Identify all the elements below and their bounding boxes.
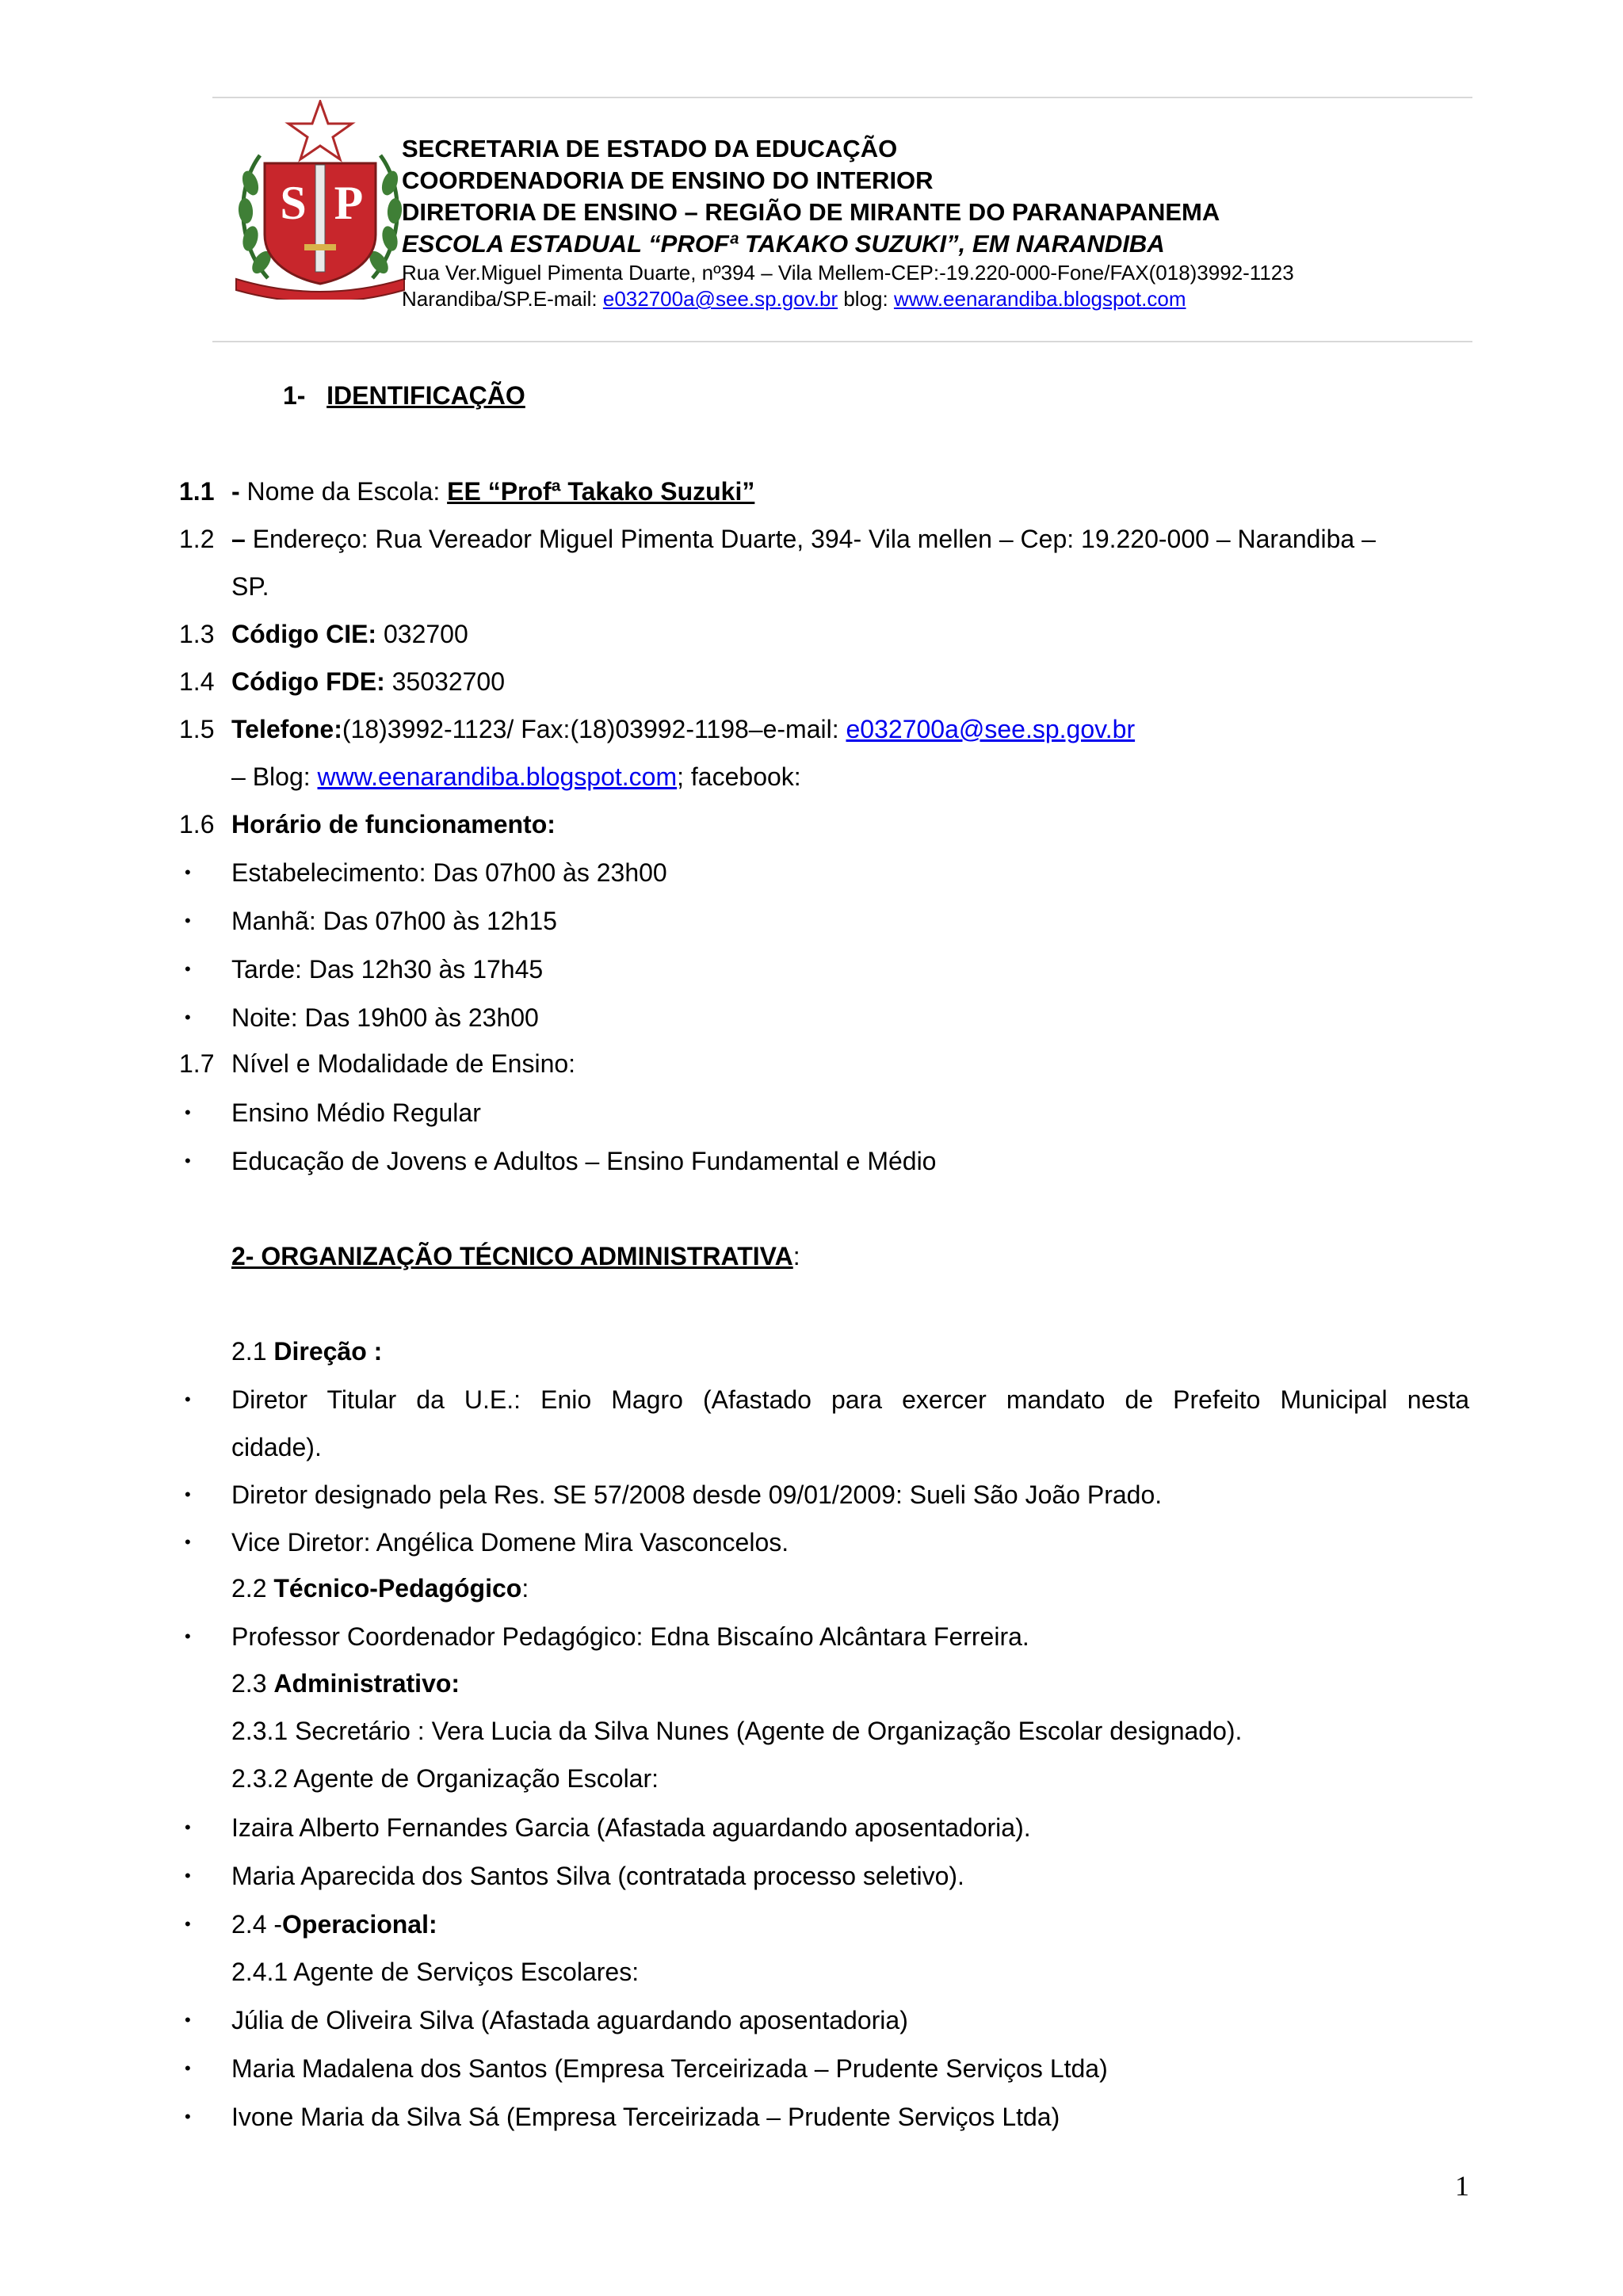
item-1-1-label: Nome da Escola: xyxy=(246,477,448,506)
hours-list-item: Tarde: Das 12h30 às 17h45 xyxy=(231,955,544,984)
header-contact xyxy=(402,286,1294,312)
bullet-icon: • xyxy=(185,1102,191,1122)
header-secretaria: SECRETARIA DE ESTADO DA EDUCAÇÃO xyxy=(402,135,898,162)
level-list-item: Educação de Jovens e Adultos – Ensino Fundamental e Médio xyxy=(231,1147,937,1175)
header-address: Rua Ver.Miguel Pimenta Duarte, nº394 – Vila Mellem-CEP:-19.220-000-Fone/FAX(018)3992-1123 xyxy=(402,261,1294,285)
services-agent-item: Ivone Maria da Silva Sá (Empresa Terceirizada – Prudente Serviços Ltda) xyxy=(231,2103,1060,2131)
item-1-2-number: 1.2 xyxy=(179,525,215,553)
item-1-7-label: Nível e Modalidade de Ensino: xyxy=(231,1049,576,1078)
item-1-4-number: 1.4 xyxy=(179,667,215,696)
item-1-6-label: Horário de funcionamento: xyxy=(231,810,556,839)
organization-agent-item: Izaira Alberto Fernandes Garcia (Afastada aguardando aposentadoria). xyxy=(231,1813,1031,1842)
item-1-6-number: 1.6 xyxy=(179,810,215,839)
services-agent-item: Maria Madalena dos Santos (Empresa Terceirizada – Prudente Serviços Ltda) xyxy=(231,2054,1108,2083)
level-list-item: Ensino Médio Regular xyxy=(231,1098,481,1127)
bullet-icon: • xyxy=(185,2010,191,2030)
hours-list-item: Manhã: Das 07h00 às 12h15 xyxy=(231,907,557,935)
section-1-title: IDENTIFICAÇÃO xyxy=(327,381,525,410)
bullet-icon: • xyxy=(185,2107,191,2126)
logo-letter-s: S xyxy=(280,177,307,229)
direction-label: Direção : xyxy=(273,1337,383,1366)
header-contact-label: Narandiba/SP.E-mail: xyxy=(402,287,603,311)
fde-code-value: 35032700 xyxy=(384,667,505,696)
director-titular: Diretor Titular da U.E.: Enio Magro (Afastado para exercer mandato de Prefeito Municipal nesta xyxy=(231,1385,1469,1414)
bullet-icon: • xyxy=(185,1484,191,1504)
item-2-3-heading xyxy=(231,1668,460,1699)
bullet-icon: • xyxy=(185,1817,191,1837)
secretary: 2.3.1 Secretário : Vera Lucia da Silva Nunes (Agente de Organização Escolar designado). xyxy=(231,1717,1243,1745)
blog-label: – Blog: xyxy=(231,762,318,791)
item-2-4-heading xyxy=(231,1908,437,1940)
header-email-link[interactable]: e032700a@see.sp.gov.br xyxy=(602,287,838,311)
item-1-5-number: 1.5 xyxy=(179,715,215,743)
item-1-5-continuation xyxy=(231,761,801,793)
section-1-number: 1- xyxy=(283,381,306,410)
header-escola: ESCOLA ESTADUAL “PROFª TAKAKO SUZUKI”, EM NARANDIBA xyxy=(402,230,1165,258)
item-2-2-heading xyxy=(231,1572,529,1604)
section-2-heading xyxy=(231,1240,800,1272)
section-2-title: 2- ORGANIZAÇÃO TÉCNICO ADMINISTRATIVA xyxy=(231,1242,793,1270)
item-1-2 xyxy=(231,523,1376,555)
item-1-1-dash: - xyxy=(231,477,247,506)
item-1-5 xyxy=(231,713,1135,745)
operational-label: Operacional: xyxy=(282,1910,437,1939)
organization-agent-item: Maria Aparecida dos Santos Silva (contratada processo seletivo). xyxy=(231,1862,964,1890)
bullet-icon: • xyxy=(185,2058,191,2078)
item-1-3-number: 1.3 xyxy=(179,620,215,648)
bullet-icon: • xyxy=(185,1007,191,1027)
item-2-3-number: 2.3 xyxy=(231,1669,274,1698)
hours-list-item: Noite: Das 19h00 às 23h00 xyxy=(231,1003,539,1032)
cie-code-value: 032700 xyxy=(376,620,468,648)
item-1-4 xyxy=(231,666,505,697)
technical-pedagogical-label: Técnico-Pedagógico xyxy=(273,1574,522,1603)
item-1-7-number: 1.7 xyxy=(179,1049,215,1078)
item-1-1-number: 1.1 xyxy=(179,477,215,506)
header-top-rule xyxy=(212,97,1472,98)
item-1-3 xyxy=(231,618,468,650)
item-2-2-colon: : xyxy=(521,1574,529,1603)
header-bottom-rule xyxy=(212,341,1472,342)
bullet-icon: • xyxy=(185,1151,191,1171)
school-name: EE “Profª Takako Suzuki” xyxy=(447,477,755,506)
header-diretoria: DIRETORIA DE ENSINO – REGIÃO DE MIRANTE DO PARANAPANEMA xyxy=(402,198,1220,226)
page-number: 1 xyxy=(1455,2170,1469,2202)
school-organization-agent-heading: 2.3.2 Agente de Organização Escolar: xyxy=(231,1764,659,1793)
bullet-icon: • xyxy=(185,1389,191,1409)
sao-paulo-coat-of-arms-logo xyxy=(228,100,412,300)
header-coordenadoria: COORDENADORIA DE ENSINO DO INTERIOR xyxy=(402,166,934,194)
director-titular-continuation: cidade). xyxy=(231,1433,322,1461)
hours-list-item: Estabelecimento: Das 07h00 às 23h00 xyxy=(231,858,667,887)
school-email-link[interactable]: e032700a@see.sp.gov.br xyxy=(846,715,1136,743)
item-2-1-heading xyxy=(231,1335,382,1367)
item-1-2-dash: – xyxy=(231,525,253,553)
director-designado: Diretor designado pela Res. SE 57/2008 desde 09/01/2009: Sueli São João Prado. xyxy=(231,1480,1163,1509)
services-agent-item: Júlia de Oliveira Silva (Afastada aguardando aposentadoria) xyxy=(231,2006,908,2034)
section-1-heading xyxy=(283,380,525,411)
administrative-label: Administrativo: xyxy=(273,1669,460,1698)
item-1-1 xyxy=(231,476,754,507)
bullet-icon: • xyxy=(185,862,191,882)
item-2-2-number: 2.2 xyxy=(231,1574,274,1603)
phone-label: Telefone: xyxy=(231,715,342,743)
bullet-icon: • xyxy=(185,1914,191,1934)
bullet-icon: • xyxy=(185,1532,191,1552)
header-blog-label: blog: xyxy=(838,287,894,311)
item-2-4-number: 2.4 - xyxy=(231,1910,283,1939)
bullet-icon: • xyxy=(185,911,191,930)
school-address: Endereço: Rua Vereador Miguel Pimenta Duarte, 394- Vila mellen – Cep: 19.220-000 – Narandiba – xyxy=(252,525,1376,553)
school-blog-link[interactable]: www.eenarandiba.blogspot.com xyxy=(317,762,678,791)
cie-code-label: Código CIE: xyxy=(231,620,377,648)
school-services-agent-heading: 2.4.1 Agente de Serviços Escolares: xyxy=(231,1958,640,1986)
vice-director: Vice Diretor: Angélica Domene Mira Vasconcelos. xyxy=(231,1528,789,1557)
letterhead xyxy=(402,133,1294,312)
bullet-icon: • xyxy=(185,1866,191,1885)
bullet-icon: • xyxy=(185,1626,191,1646)
item-1-2-continuation: SP. xyxy=(231,572,269,601)
item-2-1-number: 2.1 xyxy=(231,1337,274,1366)
pedagogical-coordinator: Professor Coordenador Pedagógico: Edna Biscaíno Alcântara Ferreira. xyxy=(231,1622,1029,1651)
logo-letter-p: P xyxy=(334,177,364,229)
bullet-icon: • xyxy=(185,959,191,979)
section-2-title-colon: : xyxy=(792,1242,800,1270)
fde-code-label: Código FDE: xyxy=(231,667,385,696)
header-blog-link[interactable]: www.eenarandiba.blogspot.com xyxy=(893,287,1186,311)
facebook-label: ; facebook: xyxy=(677,762,801,791)
phone-value: (18)3992-1123/ Fax:(18)03992-1198–e-mail: xyxy=(342,715,846,743)
